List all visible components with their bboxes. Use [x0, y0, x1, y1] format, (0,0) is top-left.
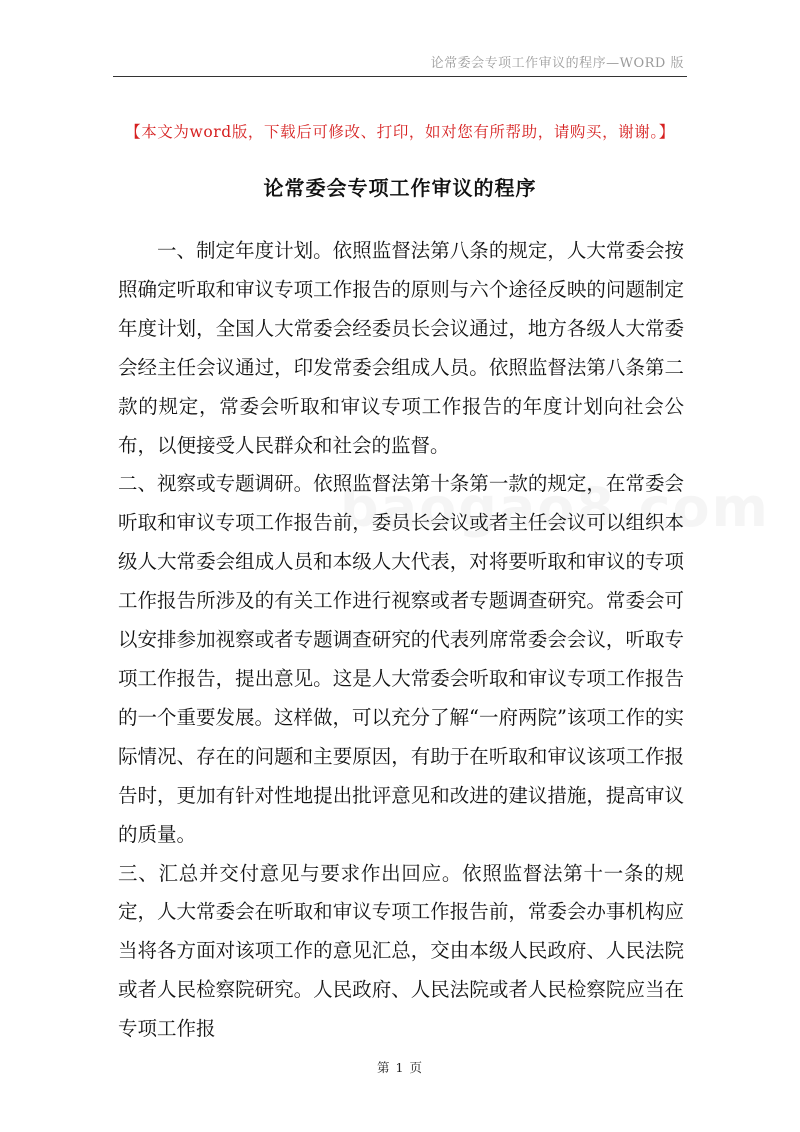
paragraph-2: 二、视察或专题调研。依照监督法第十条第一款的规定，在常委会听取和审议专项工作报告前，委员长会议或者主任会议可以组织本级人大常委会组成人员和本级人大代表，对将要听取和审议的专项工作报告所涉及的有关工作进行视察或者专题调查研究。常委会可以安排参加视察或者专题调查研究的代表列席常委会会议，听取专项工作报告，提出意见。这是人大常委会听取和审议专项工作报告的一个重要发展。这样做，可以充分了解“一府两院”该项工作的实际情况、存在的问题和主要原因，有助于在听取和审议该项工作报告时，更加有针对性地提出批评意见和改进的建议措施，提高审议的质量。: [118, 472, 684, 846]
page-number: 第 1 页: [377, 1060, 423, 1075]
paragraph-1: 一、制定年度计划。依照监督法第八条的规定，人大常委会按照确定听取和审议专项工作报告的原则与六个途径反映的问题制定年度计划，全国人大常委会经委员长会议通过，地方各级人大常委会经主任会议通过，印发常委会组成人员。依照监督法第八条第二款的规定，常委会听取和审议专项工作报告的年度计划向社会公布，以便接受人民群众和社会的监督。: [118, 239, 684, 457]
paragraph-3: 三、汇总并交付意见与要求作出回应。依照监督法第十一条的规定，人大常委会在听取和审议专项工作报告前，常委会办事机构应当将各方面对该项工作的意见汇总，交由本级人民政府、人民法院或者人民检察院研究。人民政府、人民法院或者人民检察院应当在专项工作报: [118, 861, 684, 1041]
page-header: 论常委会专项工作审议的程序—WORD 版: [430, 56, 684, 71]
header-divider: [113, 76, 687, 77]
document-body: [118, 232, 684, 1049]
document-title: 论常委会专项工作审议的程序: [263, 176, 537, 200]
purchase-notice: 【本文为word版，下载后可修改、打印，如对您有所帮助，请购买，谢谢。】: [125, 123, 675, 141]
